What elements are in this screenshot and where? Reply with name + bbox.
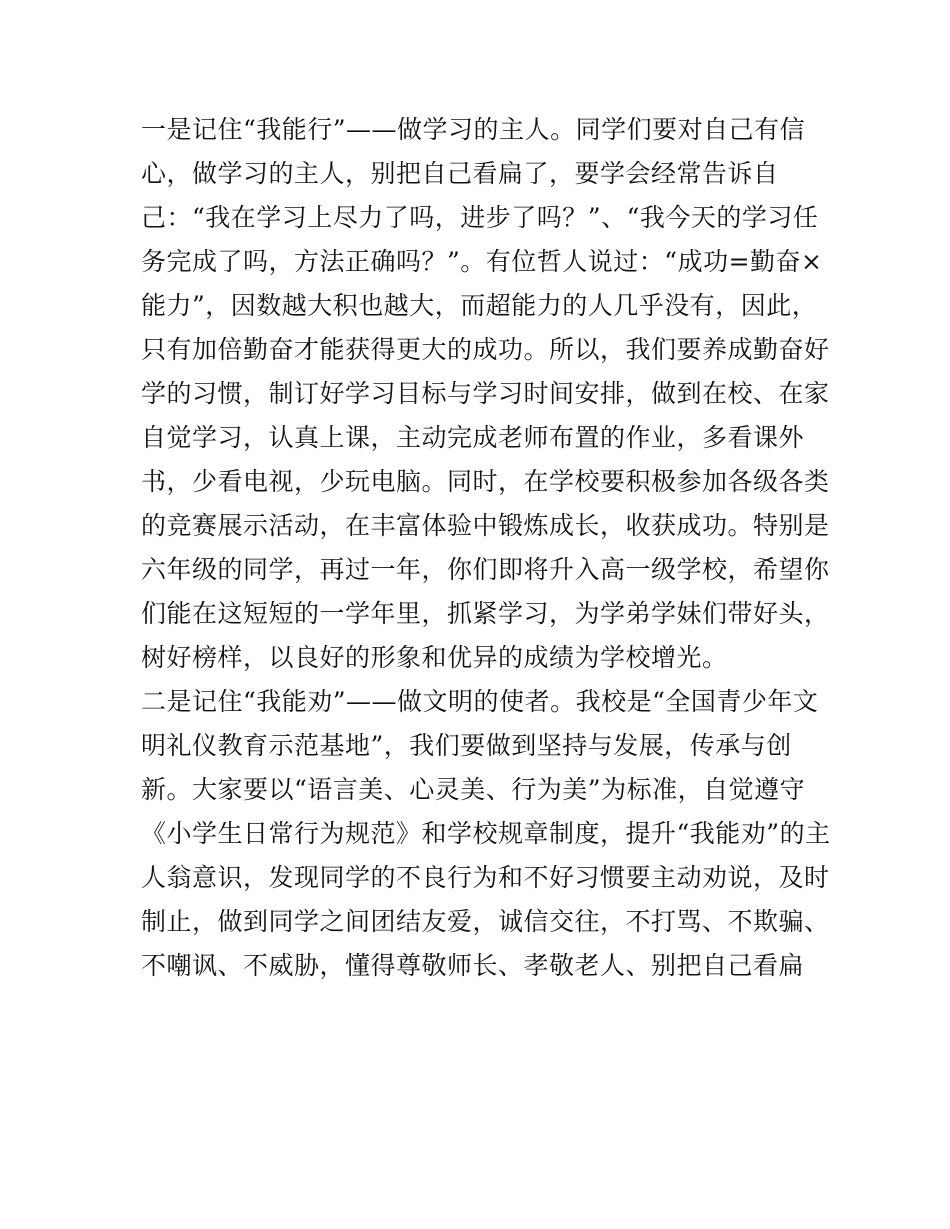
text-line: 们能在这短短的一学年里，抓紧学习，为学弟学妹们带好头， xyxy=(141,599,830,628)
text-line: 己：“我在学习上尽力了吗，进步了吗？”、“我今天的学习任 xyxy=(141,203,819,232)
text-line: 心，做学习的主人，别把自己看扁了，要学会经常告诉自 xyxy=(141,159,779,188)
text-line: 的竞赛展示活动，在丰富体验中锻炼成长，收获成功。特别是 xyxy=(141,511,830,540)
text-line: 《小学生日常行为规范》和学校规章制度，提升“我能劝”的主 xyxy=(141,819,831,848)
text-line: 明礼仪教育示范基地”，我们要做到坚持与发展，传承与创 xyxy=(141,731,792,760)
text-line: 自觉学习，认真上课，主动完成老师布置的作业，多看课外 xyxy=(141,423,805,452)
text-line: 务完成了吗，方法正确吗？”。有位哲人说过：“成功=勤奋× xyxy=(141,247,823,276)
text-line: 能力”，因数越大积也越大，而超能力的人几乎没有，因此， xyxy=(141,291,818,320)
text-line: 书，少看电视，少玩电脑。同时，在学校要积极参加各级各类 xyxy=(141,467,830,496)
text-line: 学的习惯，制订好学习目标与学习时间安排，做到在校、在家 xyxy=(141,379,830,408)
text-line: 人翁意识，发现同学的不良行为和不好习惯要主动劝说，及时 xyxy=(141,863,830,892)
text-line: 一是记住“我能行”——做学习的主人。同学们要对自己有信 xyxy=(141,115,806,144)
text-line: 二是记住“我能劝”——做文明的使者。我校是“全国青少年文 xyxy=(141,687,819,716)
text-line: 树好榜样，以良好的形象和优异的成绩为学校增光。 xyxy=(141,643,728,672)
text-line: 不嘲讽、不威胁，懂得尊敬师长、孝敬老人、别把自己看扁 xyxy=(141,951,805,980)
text-line: 制止，做到同学之间团结友爱，诚信交往，不打骂、不欺骗、 xyxy=(141,907,830,936)
body-text xyxy=(141,108,831,988)
text-line: 只有加倍勤奋才能获得更大的成功。所以，我们要养成勤奋好 xyxy=(141,335,830,364)
text-line: 新。大家要以“语言美、心灵美、行为美”为标准，自觉遵守 xyxy=(141,775,806,804)
text-line: 六年级的同学，再过一年，你们即将升入高一级学校，希望你 xyxy=(141,555,830,584)
